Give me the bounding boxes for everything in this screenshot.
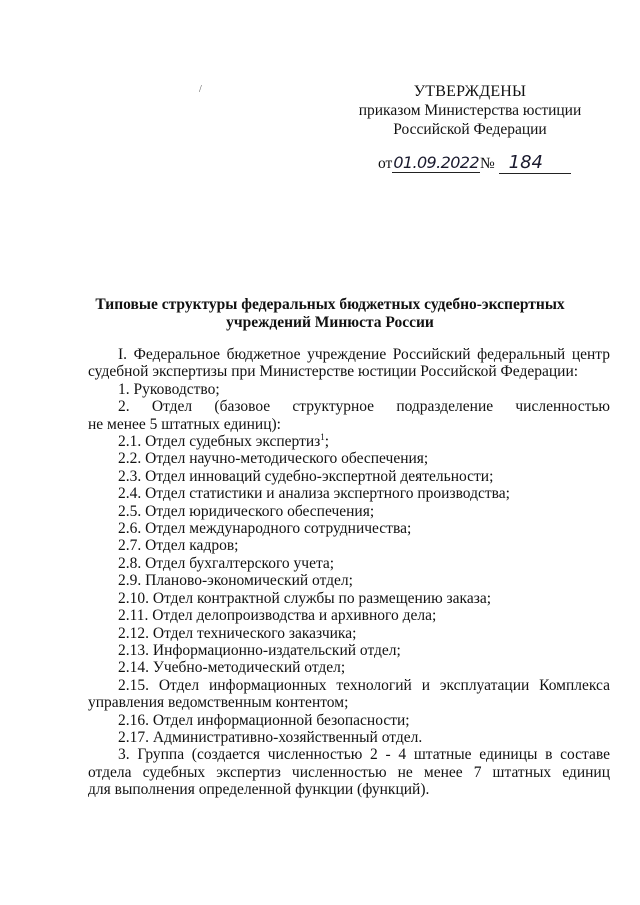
item-2-line-2: не менее 5 штатных единиц): [88, 415, 281, 433]
subitem-2-7: 2.7. Отдел кадров; [118, 537, 239, 555]
subitem-2-15-line-1: 2.15. Отдел информационных технологий и эксплуатации Комплекса [118, 676, 610, 694]
item-3-line-1: 3. Группа (создается численностью 2 - 4 штатные единицы в составе [118, 746, 610, 764]
subitem-2-15-line-2: управления ведомственным контентом; [88, 694, 349, 712]
approval-line-1: приказом Министерства юстиции [358, 102, 582, 119]
subitem-2-12: 2.12. Отдел технического заказчика; [118, 624, 357, 642]
document-body [88, 346, 610, 799]
subitem-2-16: 2.16. Отдел информационной безопасности; [118, 711, 410, 729]
item-3-line-2: отдела судебных экспертиз численностью не менее 7 штатных единиц [88, 763, 610, 781]
handwritten-order-number: 184 [499, 152, 571, 174]
approval-block [340, 82, 600, 139]
subitem-2-2: 2.2. Отдел научно-методического обеспечения; [118, 450, 429, 468]
date-prefix: от [378, 155, 393, 172]
footnote-marker: 1 [320, 431, 325, 442]
title-line-1: Типовые структуры федеральных бюджетных судебно-экспертных [95, 296, 565, 313]
order-date-line [378, 152, 571, 174]
subitem-2-13: 2.13. Информационно-издательский отдел; [118, 641, 401, 659]
subitem-2-3: 2.3. Отдел инноваций судебно-экспертной деятельности; [118, 467, 494, 485]
number-prefix: № [479, 155, 495, 172]
subitem-2-5: 2.5. Отдел юридического обеспечения; [118, 502, 375, 520]
section-intro-line-1: I. Федеральное бюджетное учреждение Российский федеральный центр [118, 346, 610, 363]
approval-heading: УТВЕРЖДЕНЫ [413, 83, 527, 100]
title-line-2: учреждений Минюста России [226, 314, 434, 331]
subitem-2-11: 2.11. Отдел делопроизводства и архивного дела; [118, 607, 437, 625]
subitem-2-6: 2.6. Отдел международного сотрудничества; [118, 520, 412, 538]
subitem-2-8: 2.8. Отдел бухгалтерского учета; [118, 554, 335, 572]
document-title [80, 296, 580, 332]
subitem-2-14: 2.14. Учебно-методический отдел; [118, 659, 346, 677]
subitem-2-17: 2.17. Административно-хозяйственный отдел. [118, 728, 423, 746]
item-2-line-1: 2. Отдел (базовое структурное подразделение численностью [118, 398, 610, 416]
section-intro-line-2: судебной экспертизы при Министерстве юстиции Российской Федерации: [88, 363, 579, 381]
subitem-2-1-end: ; [324, 433, 330, 451]
subitem-2-4: 2.4. Отдел статистики и анализа экспертного производства; [118, 485, 510, 503]
subitem-2-1-text: 2.1. Отдел судебных экспертиз [118, 433, 321, 451]
item-3-line-3: для выполнения определенной функции (функций). [88, 781, 430, 799]
subitem-2-1 [88, 433, 610, 450]
pen-tick-mark: / [199, 84, 202, 95]
item-1: 1. Руководство; [118, 380, 220, 398]
subitem-2-9: 2.9. Планово-экономический отдел; [118, 572, 353, 590]
handwritten-date: 01.09.2022 [393, 153, 479, 172]
subitem-2-10: 2.10. Отдел контрактной службы по размещению заказа; [118, 589, 492, 607]
approval-line-2: Российской Федерации [393, 121, 547, 138]
